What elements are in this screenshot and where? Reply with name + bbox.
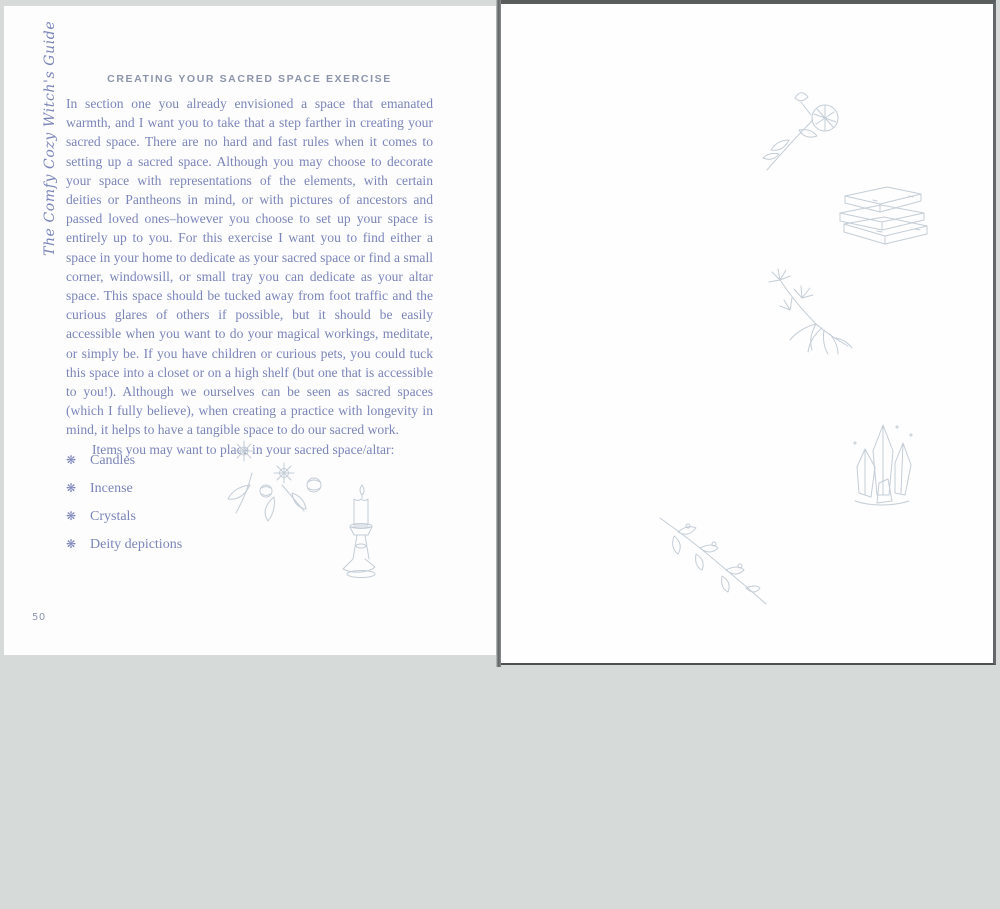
flower-stem-illustration [753, 82, 855, 179]
leafy-branch-icon [652, 512, 770, 608]
list-item [66, 453, 182, 468]
star-bullet-icon: ❋ [66, 509, 77, 523]
flower-stem-icon [753, 82, 855, 174]
crystal-cluster-illustration [851, 421, 915, 514]
star-bullet-icon: ❋ [66, 537, 77, 551]
book-stack-icon [833, 183, 929, 249]
leafy-branch-illustration [652, 512, 770, 613]
list-item [66, 481, 182, 496]
crystal-cluster-icon [851, 421, 915, 509]
section-heading: CREATING YOUR SACRED SPACE EXERCISE [107, 73, 392, 85]
altar-items-list [66, 453, 182, 565]
book-gutter [496, 0, 501, 667]
body-text [66, 94, 433, 459]
herb-sprig-illustration [752, 266, 860, 363]
herb-sprig-icon [752, 266, 860, 358]
star-bullet-icon: ❋ [66, 453, 77, 467]
left-page [4, 6, 497, 655]
candlestick-illustration [337, 483, 385, 586]
paragraph: In section one you already envisioned a space that emanated warmth, and I want you to take that a step farther in creating your sacred space. There are no hard and fast rules when it comes to setting up a sacred space. Although you may choose to decorate your space with representations of the elements, with certain deities or Pantheons in mind, or with pictures of ancestors and passed loved ones–however you choose to set up your space is entirely up to you. For this exercise I want you to find either a space in your home to dedicate as your sacred space or find a small corner, windowsill, or small tray you can dedicate as your altar space. This space should be tucked away from foot traffic and the curious glares of others if possible, but it should be easily accessible when you want to do your magical workings, meditate, or simply be. If you have children or curious pets, you could tuck this space into a closet or on a high shelf (but one that is accessible to you!). Although we ourselves can be seen as sacred spaces (which I fully believe), when creating a practice with longevity in mind, it helps to have a tangible space to do our sacred work. [66, 96, 433, 438]
flower-bouquet-illustration [222, 433, 338, 530]
candlestick-icon [337, 483, 385, 581]
list-item [66, 537, 182, 552]
list-item-label: Candles [90, 453, 136, 468]
paragraph: Items you may want to place in your sacred space/altar: [92, 441, 395, 457]
star-bullet-icon: ❋ [66, 481, 77, 495]
list-item-label: Incense [90, 481, 133, 496]
list-item-label: Deity depictions [90, 537, 183, 552]
list-item [66, 509, 182, 524]
flower-bouquet-icon [222, 433, 338, 525]
book-stack-illustration [833, 183, 929, 254]
book-title-vertical: The Comfy Cozy Witch's Guide [42, 20, 58, 256]
page-number: 50 [32, 612, 46, 623]
list-item-label: Crystals [90, 509, 136, 524]
